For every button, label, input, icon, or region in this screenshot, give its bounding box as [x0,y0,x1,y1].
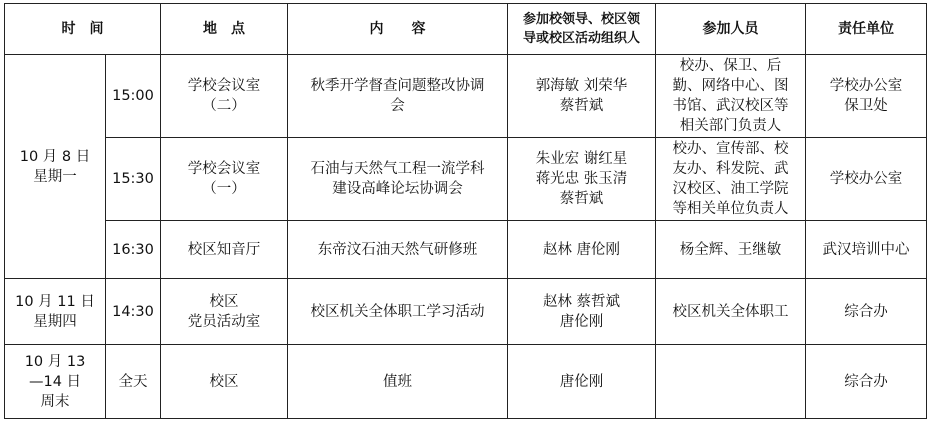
date-cell: 10 月 13 —14 日 周末 [5,345,106,419]
content-cell: 值班 [288,345,508,419]
leaders-cell: 唐伦刚 [508,345,656,419]
content-cell: 东帝汶石油天然气研修班 [288,221,508,279]
header-content: 内 容 [288,4,508,55]
header-place: 地 点 [161,4,288,55]
content-cell: 秋季开学督查问题整改协调 会 [288,55,508,138]
time-cell: 15:30 [106,138,161,221]
attendees-cell: 校办、宣传部、校 友办、科发院、武 汉校区、油工学院 等相关单位负责人 [656,138,806,221]
header-time: 时 间 [5,4,161,55]
date-cell: 10 月 8 日 星期一 [5,55,106,279]
time-cell: 全天 [106,345,161,419]
table-row [5,345,927,419]
schedule-table [4,3,927,419]
place-cell: 学校会议室 （一） [161,138,288,221]
content-cell: 校区机关全体职工学习活动 [288,279,508,345]
table-row [5,279,927,345]
unit-cell: 综合办 [806,345,927,419]
place-cell: 校区 党员活动室 [161,279,288,345]
unit-cell: 武汉培训中心 [806,221,927,279]
attendees-cell [656,345,806,419]
place-cell: 学校会议室 （二） [161,55,288,138]
header-unit: 责任单位 [806,4,927,55]
place-cell: 校区知音厅 [161,221,288,279]
leaders-cell: 郭海敏 刘荣华 蔡哲斌 [508,55,656,138]
time-cell: 16:30 [106,221,161,279]
attendees-cell: 杨全辉、王继敏 [656,221,806,279]
header-attendees: 参加人员 [656,4,806,55]
time-cell: 14:30 [106,279,161,345]
table-row [5,138,927,221]
header-leaders: 参加校领导、校区领 导或校区活动组织人 [508,4,656,55]
content-cell: 石油与天然气工程一流学科 建设高峰论坛协调会 [288,138,508,221]
leaders-cell: 赵林 唐伦刚 [508,221,656,279]
header-row [5,4,927,55]
time-cell: 15:00 [106,55,161,138]
attendees-cell: 校办、保卫、后 勤、网络中心、图 书馆、武汉校区等 相关部门负责人 [656,55,806,138]
unit-cell: 学校办公室 保卫处 [806,55,927,138]
date-cell: 10 月 11 日 星期四 [5,279,106,345]
leaders-cell: 朱业宏 谢红星 蒋光忠 张玉清 蔡哲斌 [508,138,656,221]
table-row [5,221,927,279]
unit-cell: 综合办 [806,279,927,345]
unit-cell: 学校办公室 [806,138,927,221]
table-row [5,55,927,138]
attendees-cell: 校区机关全体职工 [656,279,806,345]
leaders-cell: 赵林 蔡哲斌 唐伦刚 [508,279,656,345]
place-cell: 校区 [161,345,288,419]
